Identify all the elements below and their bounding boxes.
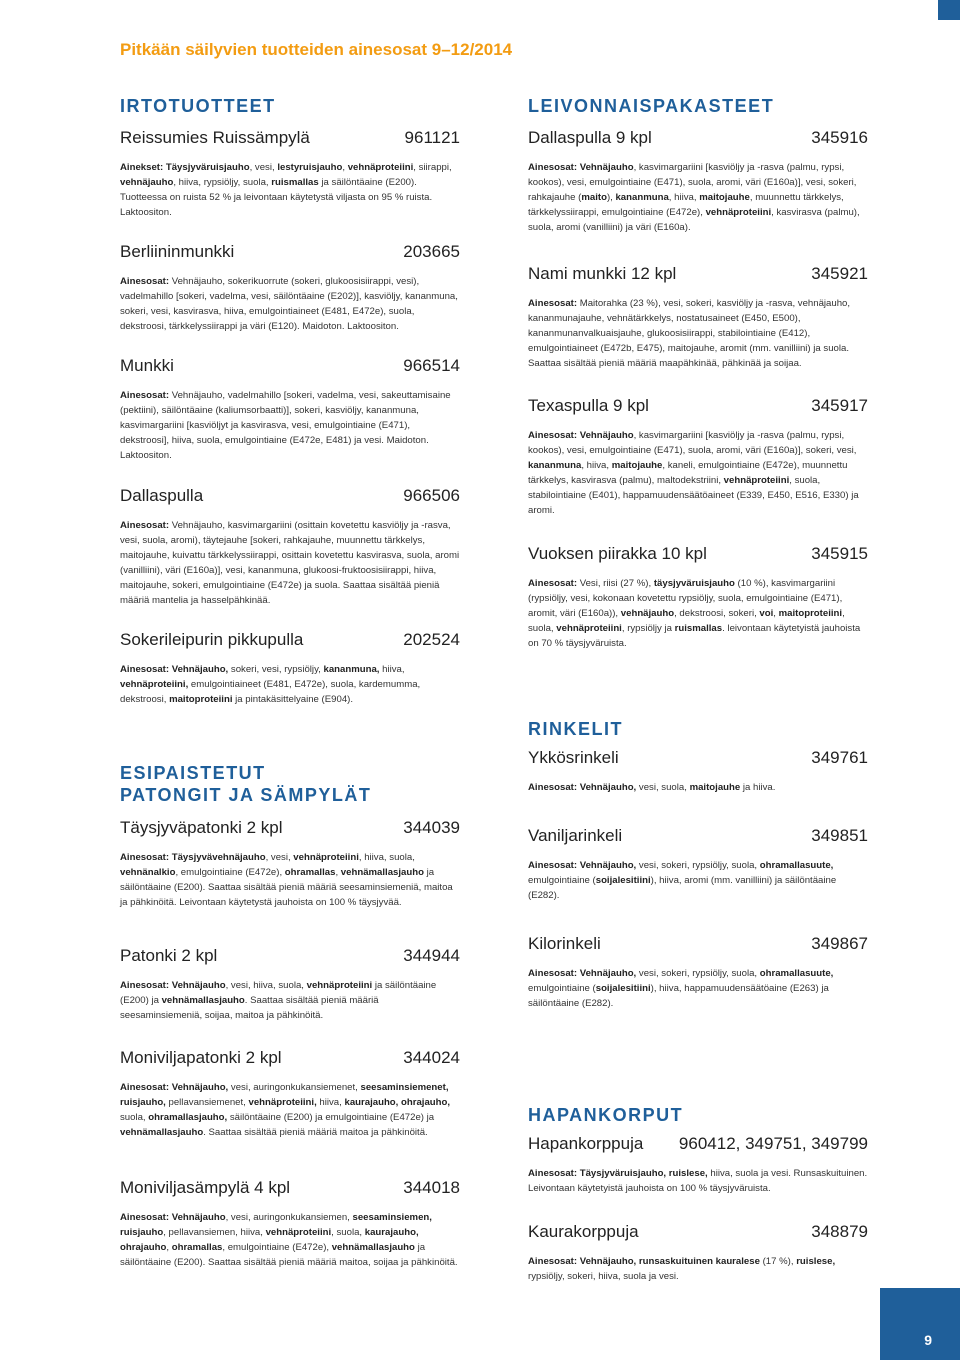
- product-item: [528, 1134, 868, 1196]
- product-name: Moniviljasämpylä 4 kpl: [120, 1178, 291, 1197]
- product-name: Kaurakorppuja: [528, 1222, 639, 1241]
- product-name: Munkki: [120, 356, 174, 375]
- product-code: 348879: [811, 1222, 868, 1241]
- product-item: [528, 826, 868, 903]
- product-item: [120, 486, 460, 608]
- product-ingredients: Ainesosat: Vehnäjauho, vesi, sokeri, rypsiöljy, suola, ohramallasuute, emulgointiaine (soijalesitiini), hiiva, happamuudensäätöaine (E263) ja säilöntäaine (E282).: [528, 968, 834, 1009]
- section-esipaistetut: [120, 762, 460, 806]
- product-code: 344018: [403, 1178, 460, 1197]
- section-leivonnaispakasteet: LEIVONNAISPAKASTEET: [528, 96, 775, 116]
- product-item: [120, 1178, 460, 1270]
- product-ingredients: Ainesosat: Maitorahka (23 %), vesi, sokeri, kasviöljy ja -rasva, vehnäjauho, kananmunajauhe, vehnätärkkelys, nostatusaineet (E450, E500), kananmunanvalkuaisjauhe, glukoosisiirappi, stabilointiaine (E412), emulgointiaineet (E472b, E475), maitojauhe, aromit (mm. vanilliini) ja suola. Saattaa sisältää pieniä määriä maapähkinää, pähkinää ja soijaa.: [528, 298, 851, 369]
- product-ingredients: Ainekset: Täysjyväruisjauho, vesi, lestyruisjauho, vehnäproteiini, siirappi, vehnäjauho, hiiva, rypsiöljy, suola, ruismallas ja säilöntäaine (E200). Tuotteessa on ruista 52 % ja leivontaan käytetystä viljasta on 95 % ruista. Laktoositon.: [120, 162, 452, 218]
- product-ingredients: Ainesosat: Täysjyvävehnäjauho, vesi, vehnäproteiini, hiiva, suola, vehnänalkio, emulgointiaine (E472e), ohramallas, vehnämallasjauho ja säilöntäaine (E200). Saattaa sisältää pieniä määriä seesaminsiemeniä, maitoa ja pähkinöitä. Leivontaan käytetystä jauhoista on 100 % täysjyvää.: [120, 852, 453, 908]
- product-code: 203665: [403, 242, 460, 261]
- product-ingredients: Ainesosat: Vehnäjauho, vesi, suola, maitojauhe ja hiiva.: [528, 782, 776, 793]
- product-code: 202524: [403, 630, 460, 649]
- product-ingredients: Ainesosat: Vehnäjauho, kasvimargariini [kasviöljy ja -rasva (palmu, rypsi, kookos), vesi, emulgointiaine (E471), suola, aromi, väri (E160a)], sokeri, vesi, kananmuna, hiiva, maitojauhe, kaneli, emulgointiaine (E472e), muunnettu tärkkelys, kasvirasva (palmu), maltodekstriini, vehnäproteiini, suola, stabilointiaine (E401), happamuudensäätöaineet (E339, E450, E516, E330) ja aromi.: [528, 430, 859, 516]
- product-item: [528, 128, 868, 235]
- product-name: Moniviljapatonki 2 kpl: [120, 1048, 282, 1067]
- product-item: [120, 630, 460, 707]
- product-code: 349761: [811, 748, 868, 767]
- product-name: Dallaspulla 9 kpl: [528, 128, 652, 147]
- product-name: Sokerileipurin pikkupulla: [120, 630, 304, 649]
- product-item: [120, 128, 460, 220]
- product-code: 345917: [811, 396, 868, 415]
- section-esipaistetut-line2: PATONGIT JA SÄMPYLÄT: [120, 785, 372, 805]
- product-name: Dallaspulla: [120, 486, 204, 505]
- product-item: [120, 356, 460, 463]
- product-code: 345916: [811, 128, 868, 147]
- product-item: [528, 748, 868, 795]
- product-item: [528, 264, 868, 371]
- page-number-block: [880, 1288, 960, 1360]
- product-code: 344039: [403, 818, 460, 837]
- product-code: 344024: [403, 1048, 460, 1067]
- product-item: [120, 818, 460, 910]
- product-ingredients: Ainesosat: Vehnäjauho, runsaskuituinen kauralese (17 %), ruislese, rypsiöljy, sokeri, hiiva, suola ja vesi.: [528, 1256, 836, 1282]
- section-hapankorput: HAPANKORPUT: [528, 1105, 684, 1125]
- product-code: 345921: [811, 264, 868, 283]
- product-ingredients: Ainesosat: Vehnäjauho, kasvimargariini [kasviöljy ja -rasva (palmu, rypsi, kookos), vesi, emulgointiaine (E471), suola, aromi, väri (E160a)], vesi, sokeri, rahkajauhe (maito), kananmuna, hiiva, maitojauhe, muunnettu tärkkelys, tärkkelyssiirappi, emulgointiaine (E472e), vehnäproteiini, kasvirasva (palmu), suola, aromi (vanilliini) ja väri (E160a).: [528, 162, 860, 233]
- page-number: 9: [924, 1332, 932, 1348]
- product-name: Nami munkki 12 kpl: [528, 264, 677, 283]
- page-title: Pitkään säilyvien tuotteiden ainesosat 9–12/2014: [120, 40, 513, 59]
- product-name: Berliininmunkki: [120, 242, 235, 261]
- product-name: Texaspulla 9 kpl: [528, 396, 649, 415]
- product-ingredients: Ainesosat: Vehnäjauho, vesi, hiiva, suola, vehnäproteiini ja säilöntäaine (E200) ja vehnämallasjauho. Saattaa sisältää pieniä määriä seesaminsiemeniä, soijaa, maitoa ja pähkinöitä.: [120, 980, 437, 1021]
- product-name: Hapankorppuja: [528, 1134, 644, 1153]
- product-code: 349851: [811, 826, 868, 845]
- product-ingredients: Ainesosat: Vehnäjauho, sokeri, vesi, rypsiöljy, kananmuna, hiiva, vehnäproteiini, emulgointiaineet (E481, E472e), suola, kardemumma, dekstroosi, maitoproteiini ja pintakäsittelyaine (E904).: [120, 664, 421, 705]
- product-item: [528, 544, 868, 651]
- product-item: [528, 934, 868, 1011]
- product-name: Täysjyväpatonki 2 kpl: [120, 818, 283, 837]
- product-name: Vuoksen piirakka 10 kpl: [528, 544, 707, 563]
- product-ingredients: Ainesosat: Täysjyväruisjauho, ruislese, hiiva, suola ja vesi. Runsaskuituinen. Leivontaan käytetyistä jauhoista on 100 % täysjyväruista.: [528, 1168, 868, 1194]
- product-ingredients: Ainesosat: Vehnäjauho, vesi, sokeri, rypsiöljy, suola, ohramallasuute, emulgointiaine (soijalesitiini), hiiva, aromi (mm. vanilliini) ja säilöntäaine (E282).: [528, 860, 837, 901]
- product-ingredients: Ainesosat: Vehnäjauho, sokerikuorrute (sokeri, glukoosisiirappi, vesi), vadelmahillo [sokeri, vadelma, vesi, säilöntäaine (E202)], kasviöljy, kananmuna, sokeri, vesi, kasvirasva, hiiva, emulgointiaineet (E481, E472e), suola, dekstroosi, tärkkelyssiirappi ja väri (E120). Maidoton. Laktoositon.: [120, 276, 458, 332]
- product-ingredients: Ainesosat: Vehnäjauho, vesi, auringonkukansiemenet, seesaminsiemenet, ruisjauho, pellavansiemenet, vehnäproteiini, hiiva, kaurajauho, ohrajauho, suola, ohramallasjauho, säilöntäaine (E200) ja emulgointiaine (E472e) ja vehnämallasjauho. Saattaa sisältää pieniä määriä maitoa ja pähkinöitä.: [120, 1082, 451, 1138]
- product-name: Vaniljarinkeli: [528, 826, 623, 845]
- product-ingredients: Ainesosat: Vehnäjauho, vesi, auringonkukansiemen, seesaminsiemen, ruisjauho, pellavansiemen, hiiva, vehnäproteiini, suola, kaurajauho, ohrajauho, ohramallas, emulgointiaine (E472e), vehnämallasjauho ja säilöntäaine (E200). Saattaa sisältää pieniä määriä maitoa, soijaa ja pähkinöitä.: [120, 1212, 458, 1268]
- product-code: 344944: [403, 946, 460, 965]
- section-irtotuotteet: IRTOTUOTTEET: [120, 96, 276, 116]
- product-item: [120, 946, 460, 1023]
- product-name: Patonki 2 kpl: [120, 946, 218, 965]
- product-item: [120, 1048, 460, 1140]
- product-item: [120, 242, 460, 334]
- section-esipaistetut-line1: ESIPAISTETUT: [120, 763, 266, 783]
- product-ingredients: Ainesosat: Vehnäjauho, vadelmahillo [sokeri, vadelma, vesi, sakeuttamisaine (pektiini), säilöntäaine (kaliumsorbaatti)], sokeri, kasviöljy, kananmuna, kasvimargariini [kasviöljyt ja kasvirasva, vesi, emulgointiaine (E471), dekstroosi], hiiva, suola, emulgointiaine (E472e, E481) ja vesi. Maidoton. Laktoositon.: [120, 390, 451, 461]
- product-name: Ykkösrinkeli: [528, 748, 619, 767]
- product-code: 960412, 349751, 349799: [678, 1134, 868, 1153]
- product-item: [528, 1222, 868, 1284]
- product-code: 349867: [811, 934, 868, 953]
- product-item: [528, 396, 868, 518]
- product-code: 966514: [403, 356, 460, 375]
- product-name: Kilorinkeli: [528, 934, 601, 953]
- product-code: 345915: [811, 544, 868, 563]
- product-ingredients: Ainesosat: Vehnäjauho, kasvimargariini (osittain kovetettu kasviöljy ja -rasva, vesi, suola, aromi), täytejauhe [sokeri, rahkajauhe, muunnettu tärkkelys, maitojauhe, kuivattu tärkkelyssiirappi, osittain kovetettu kasvirasva, suola, aromi (vanilliini), väri (E160a)], vesi, kananmuna, glukoosi-fruktoosisiirappi, hiiva, maitojauhe, sokeri, emulgointiaine (E472e) ja suola. Saattaa sisältää pieniä määriä mantelia ja hasselpähkinää.: [120, 520, 460, 606]
- product-name: Reissumies Ruissämpylä: [120, 128, 310, 147]
- section-rinkelit: RINKELIT: [528, 719, 623, 739]
- product-code: 961121: [404, 128, 460, 147]
- product-code: 966506: [403, 486, 460, 505]
- corner-decoration: [938, 0, 960, 20]
- product-ingredients: Ainesosat: Vesi, riisi (27 %), täysjyväruisjauho (10 %), kasvimargariini (rypsiöljy, vesi, kokonaan kovetettu rypsiöljy, suola, emulgointiaine (E471), aromit, väri (E160a)), vehnäjauho, dekstroosi, sokeri, voi, maitoproteiini, suola, vehnäproteiini, rypsiöljy ja ruismallas. leivontaan käytetyistä jauhoista on 70 % täysjyväruista.: [528, 578, 861, 649]
